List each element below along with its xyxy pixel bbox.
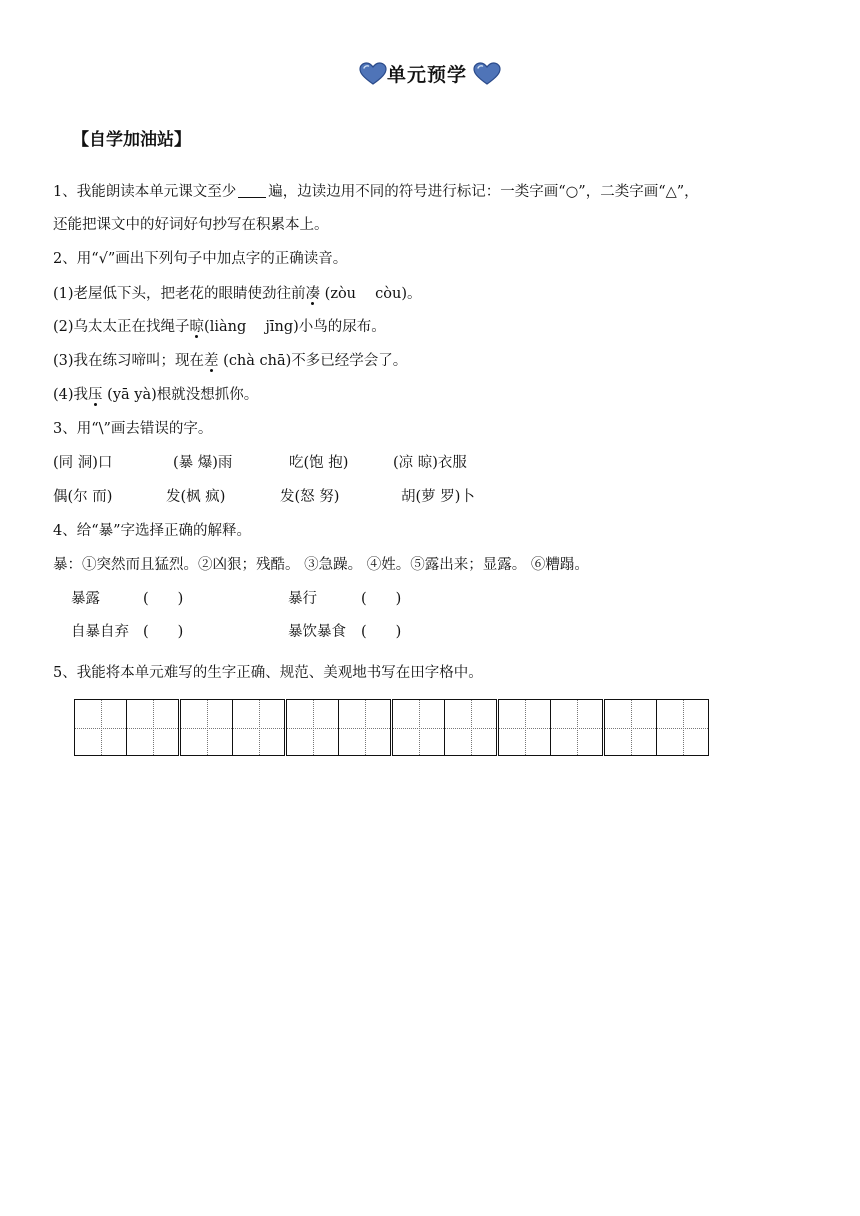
tianzige-cell[interactable] [604,699,657,756]
q3-prompt: 3、用“\”画去错误的字。 [53,421,213,437]
dotted-char: 凑 [305,286,321,302]
tianzige-cell[interactable] [74,699,127,756]
dotted-char: 晾 [189,319,205,335]
word-choice[interactable]: (凉 晾)衣服 [393,455,467,471]
word-choice[interactable]: 偶(尔 而) [53,489,113,505]
tianzige-cell[interactable] [444,699,497,756]
answer-paren[interactable]: ( ) [143,591,184,607]
word-choice[interactable]: 胡(萝 罗)卜 [401,489,475,505]
tianzige-cell[interactable] [232,699,285,756]
page-title [0,60,860,90]
pinyin-options[interactable]: (zòu còu)。 [320,286,422,302]
title-text: 单元预学 [386,64,467,86]
tianzige-cell[interactable] [126,699,179,756]
q2-sentence-2 [53,314,386,340]
q4-word: 自暴自弃 [71,624,129,640]
tianzige-cell[interactable] [338,699,391,756]
pinyin-options[interactable]: (yā yà)根就没想抓你。 [102,387,259,403]
word-choice[interactable]: 发(怒 努) [280,489,340,505]
sentence-text: (3)我在练习啼叫；现在 [53,353,205,369]
q2-sentence-4 [53,382,258,408]
read-count-blank[interactable] [238,181,266,198]
tianzige-cell[interactable] [286,699,339,756]
q1-line-2: 还能把课文中的好词好句抄写在积累本上。 [53,217,329,233]
word-choice[interactable]: (同 洞)口 [53,455,113,471]
tianzige-cell[interactable] [180,699,233,756]
q4-word: 暴行 [288,591,317,607]
heart-icon [359,62,387,86]
sentence-text: (1)老屋低下头，把老花的眼睛使劲往前 [53,286,306,302]
answer-paren[interactable]: ( ) [361,591,402,607]
tianzige-cell[interactable] [656,699,709,756]
tianzige-cell[interactable] [498,699,551,756]
word-choice[interactable]: 发(枫 疯) [166,489,226,505]
q4-prompt: 4、给“暴”字选择正确的解释。 [53,523,252,539]
q1-text-after-blank: 遍，边读边用不同的符号进行标记：一类字画“○”，二类字画“△”， [268,184,699,200]
answer-paren[interactable]: ( ) [143,624,184,640]
q4-word: 暴饮暴食 [288,624,346,640]
q2-prompt: 2、用“√”画出下列句子中加点字的正确读音。 [53,251,348,267]
tianzige-cell[interactable] [550,699,603,756]
q4-word: 暴露 [71,591,100,607]
pinyin-options[interactable]: (chà chā)不多已经学会了。 [218,353,408,369]
q1-line-1 [53,179,699,205]
dotted-char: 压 [88,387,103,403]
q1-text-before-blank: 1、我能朗读本单元课文至少 [53,184,237,200]
section-heading: 【自学加油站】 [72,130,191,150]
q2-sentence-3 [53,348,407,374]
heart-icon [473,62,501,86]
q4-meanings: 暴：①突然而且猛烈。②凶狠；残酷。 ③急躁。 ④姓。⑤露出来；显露。 ⑥糟蹋。 [53,557,589,573]
sentence-text: (4)我 [53,387,89,403]
answer-paren[interactable]: ( ) [361,624,402,640]
q5-prompt: 5、我能将本单元难写的生字正确、规范、美观地书写在田字格中。 [53,665,483,681]
tianzige-cell[interactable] [392,699,445,756]
dotted-char: 差 [204,353,219,369]
word-choice[interactable]: 吃(饱 抱) [289,455,349,471]
q2-sentence-1 [53,281,421,307]
sentence-text: (2)乌太太正在找绳子 [53,319,190,335]
word-choice[interactable]: (暴 爆)雨 [173,455,233,471]
pinyin-options[interactable]: (liàng jīng)小鸟的尿布。 [204,319,386,335]
